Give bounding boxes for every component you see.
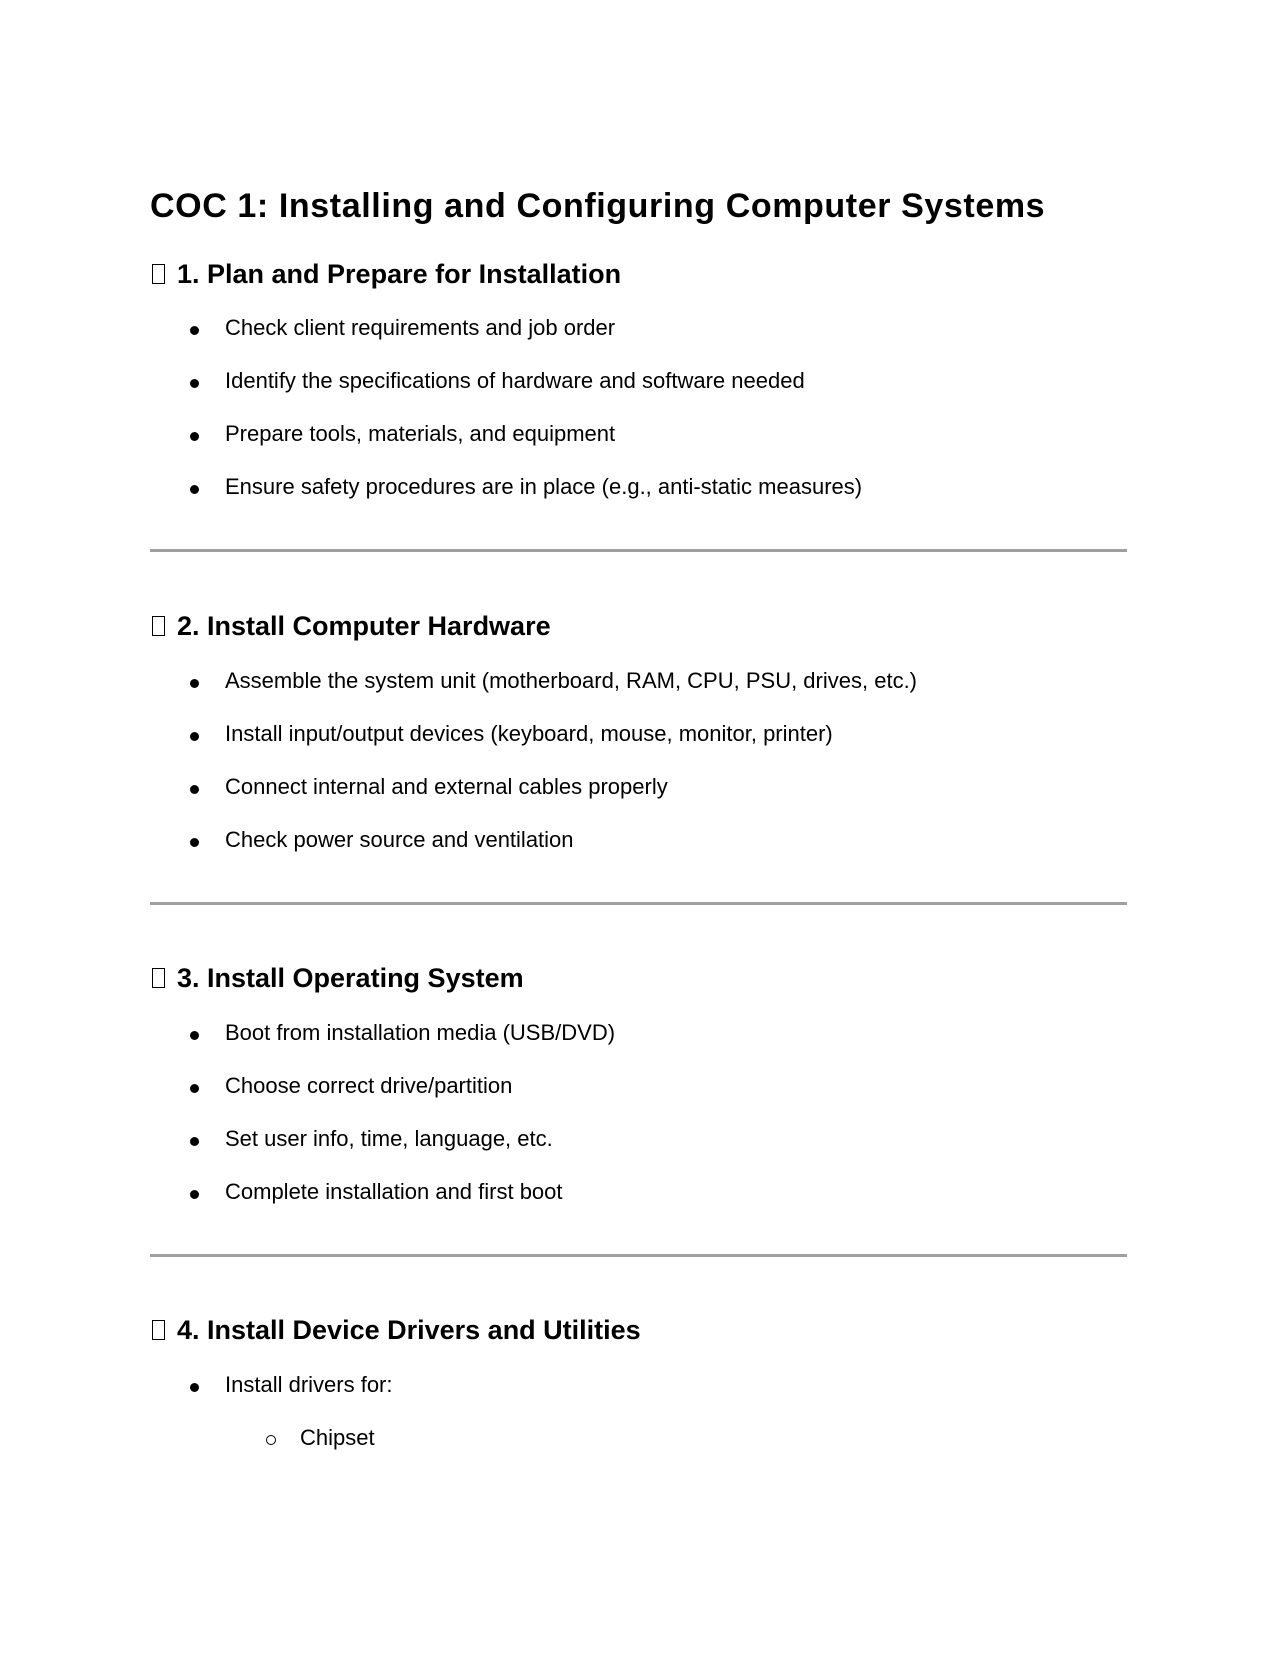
list-item-text: Check client requirements and job order <box>225 315 616 340</box>
list-item-text: Connect internal and external cables properly <box>225 774 668 799</box>
bullet-dot-icon <box>190 432 199 441</box>
section-heading-1-text: 1. Plan and Prepare for Installation <box>177 259 622 289</box>
bullet-dot-icon <box>190 1137 199 1146</box>
list-item-text: Install drivers for: <box>225 1372 393 1397</box>
hollow-bullet-icon <box>266 1435 276 1445</box>
section-heading-4 <box>150 1314 641 1346</box>
missing-glyph-box-icon <box>152 616 165 636</box>
section-heading-3 <box>150 962 524 994</box>
bullet-dot-icon <box>190 326 199 335</box>
missing-glyph-box-icon <box>152 968 165 988</box>
list-item-text: Choose correct drive/partition <box>225 1073 513 1098</box>
bullet-dot-icon <box>190 1190 199 1199</box>
bullet-dot-icon <box>190 1383 199 1392</box>
section-heading-4-text: 4. Install Device Drivers and Utilities <box>177 1315 641 1345</box>
section-heading-1 <box>150 258 621 290</box>
bullet-dot-icon <box>190 838 199 847</box>
section-divider-3 <box>150 1254 1127 1257</box>
bullet-dot-icon <box>190 785 199 794</box>
bullet-dot-icon <box>190 1084 199 1093</box>
bullet-dot-icon <box>190 1031 199 1040</box>
missing-glyph-box-icon <box>152 264 165 284</box>
sub-list-item-text: Chipset <box>300 1425 375 1450</box>
bullet-dot-icon <box>190 679 199 688</box>
list-item-text: Complete installation and first boot <box>225 1179 563 1204</box>
missing-glyph-box-icon <box>152 1320 165 1340</box>
document-title: COC 1: Installing and Configuring Computer Systems <box>150 187 1046 225</box>
list-item-text: Identify the specifications of hardware and software needed <box>225 368 805 393</box>
section-heading-2-text: 2. Install Computer Hardware <box>177 611 551 641</box>
list-item-text: Check power source and ventilation <box>225 827 574 852</box>
list-item-text: Set user info, time, language, etc. <box>225 1126 553 1151</box>
list-item-text: Install input/output devices (keyboard, mouse, monitor, printer) <box>225 721 833 746</box>
section-heading-2 <box>150 610 551 642</box>
bullet-dot-icon <box>190 379 199 388</box>
section-divider-2 <box>150 902 1127 905</box>
list-item-text: Assemble the system unit (motherboard, RAM, CPU, PSU, drives, etc.) <box>225 668 918 693</box>
section-divider-1 <box>150 549 1127 552</box>
bullet-dot-icon <box>190 485 199 494</box>
list-item-text: Ensure safety procedures are in place (e.g., anti-static measures) <box>225 474 863 499</box>
list-item-text: Prepare tools, materials, and equipment <box>225 421 616 446</box>
section-heading-3-text: 3. Install Operating System <box>177 963 524 993</box>
bullet-dot-icon <box>190 732 199 741</box>
list-item-text: Boot from installation media (USB/DVD) <box>225 1020 616 1045</box>
